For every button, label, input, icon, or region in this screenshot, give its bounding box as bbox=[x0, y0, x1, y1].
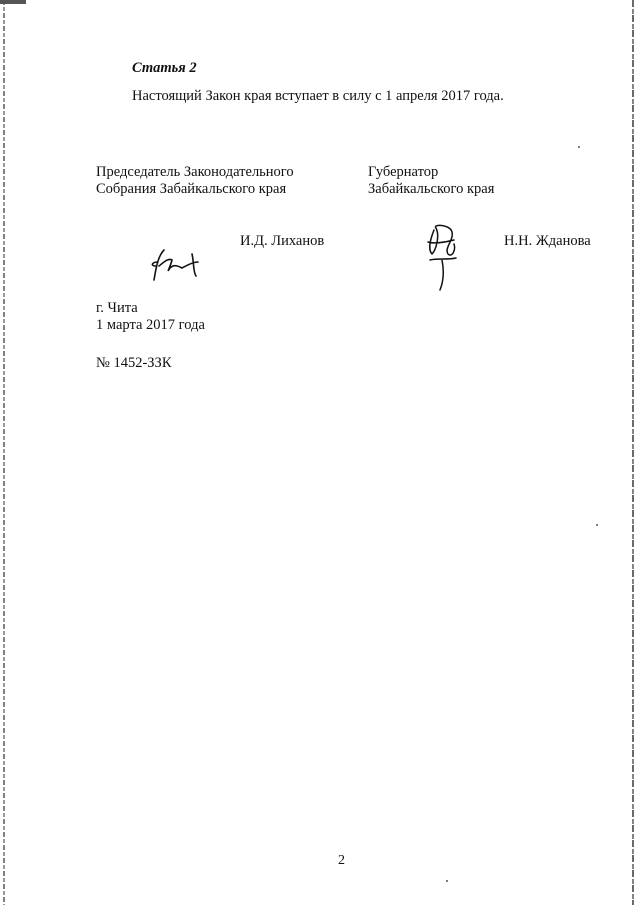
signature-right-image bbox=[420, 220, 466, 292]
article-body: Настоящий Закон края вступает в силу с 1 апреля 2017 года. bbox=[132, 88, 504, 104]
law-number: № 1452-ЗЗК bbox=[96, 355, 172, 371]
signatory-right-title bbox=[368, 164, 494, 198]
article-title: Статья 2 bbox=[132, 60, 197, 76]
signatory-left-title-line2: Собрания Забайкальского края bbox=[96, 181, 287, 197]
place-city: г. Чита bbox=[96, 300, 138, 316]
signatory-right-title-line1: Губернатор bbox=[368, 164, 439, 180]
page-number: 2 bbox=[338, 853, 345, 868]
scan-left-edge bbox=[3, 0, 5, 905]
scan-speck bbox=[596, 524, 598, 526]
signatory-left-title bbox=[96, 164, 294, 198]
signature-left-image bbox=[146, 248, 210, 282]
scan-speck bbox=[446, 880, 448, 882]
signatory-right-title-line2: Забайкальского края bbox=[368, 181, 495, 197]
scan-right-edge bbox=[632, 0, 634, 905]
signatory-left-title-line1: Председатель Законодательного bbox=[96, 164, 294, 180]
signatory-left-name: И.Д. Лиханов bbox=[240, 233, 325, 249]
place-date: 1 марта 2017 года bbox=[96, 317, 205, 333]
place-and-date bbox=[96, 300, 205, 334]
signatory-right-name: Н.Н. Жданова bbox=[504, 233, 591, 249]
scan-speck bbox=[578, 146, 580, 148]
